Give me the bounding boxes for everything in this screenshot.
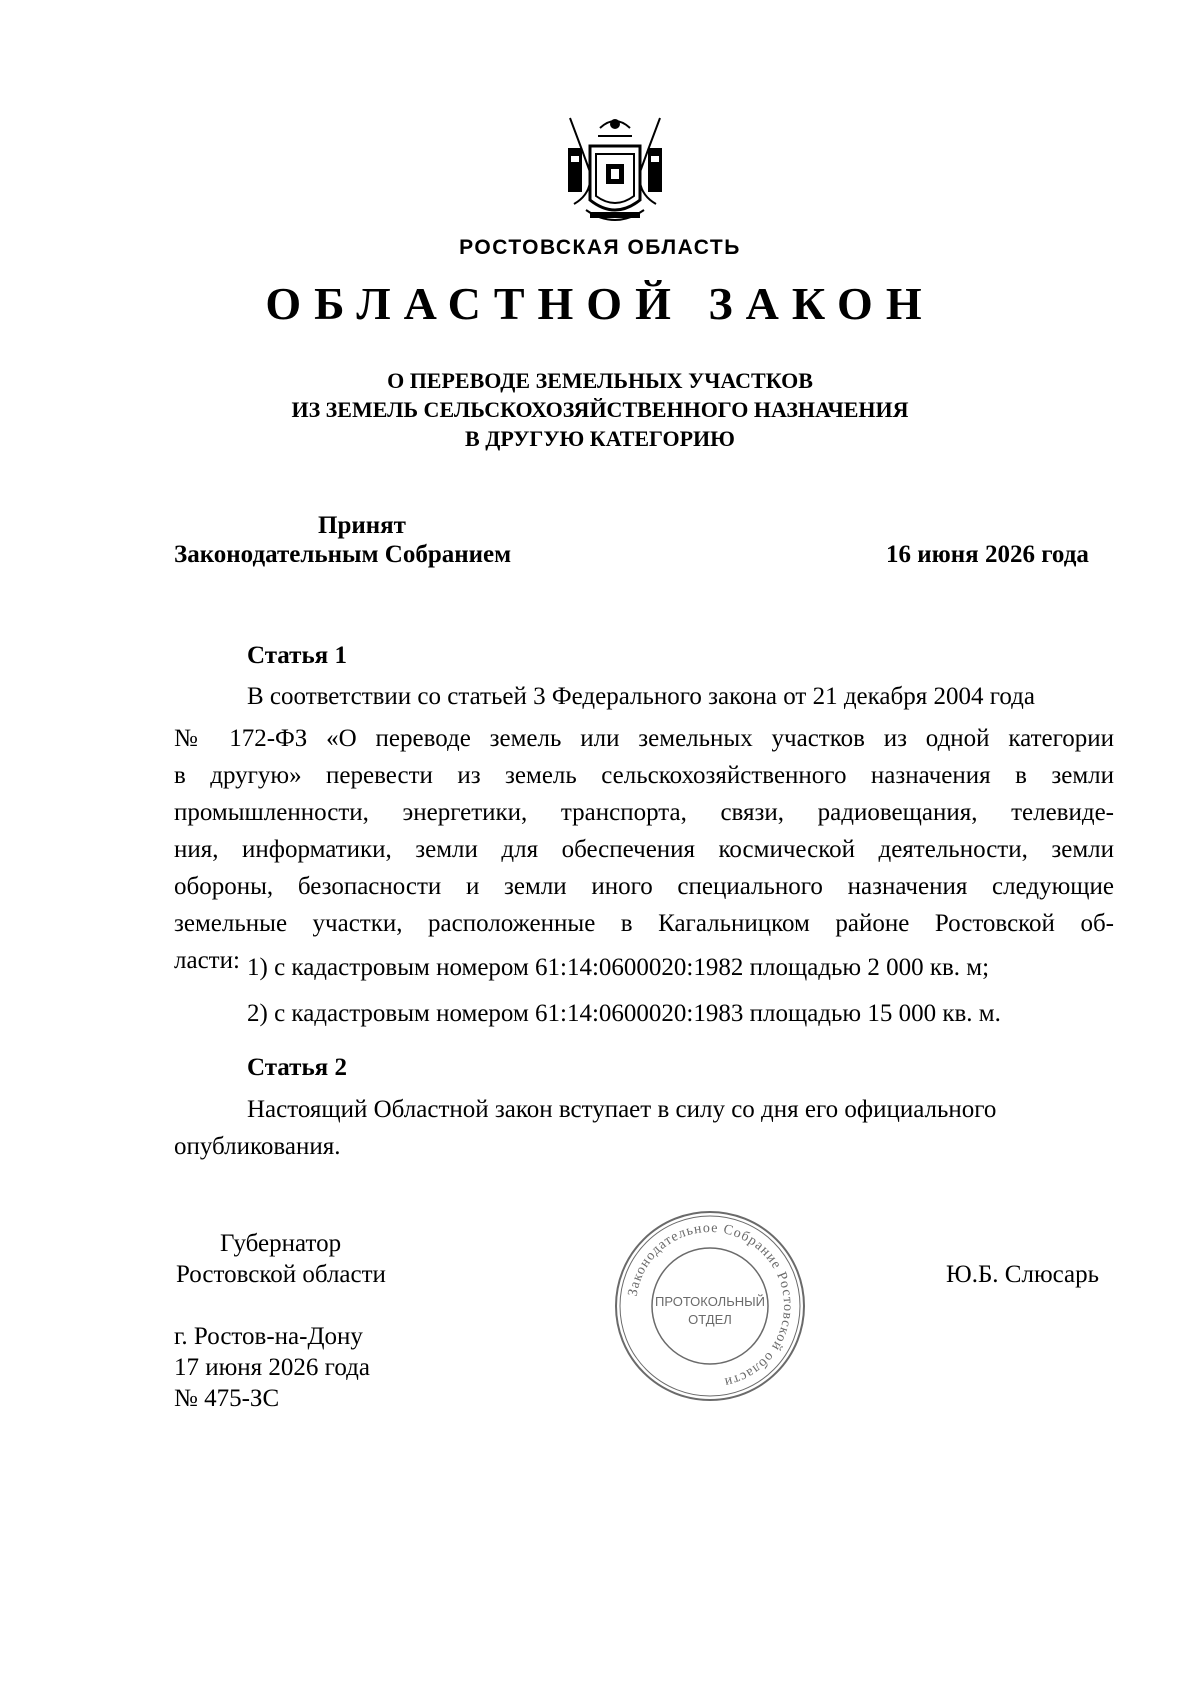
article-2-line-2: опубликования. — [174, 1133, 341, 1160]
stamp-ring-text: Законодательное Собрание Ростовской области — [625, 1220, 796, 1390]
article-1-line-2: № 172-ФЗ «О переводе земель или земельных участков из одной категории — [174, 725, 1114, 752]
signatory-position-line-2: Ростовской области — [176, 1261, 386, 1288]
stamp-center-line-1: ПРОТОКОЛЬНЫЙ — [654, 1294, 766, 1309]
list-item: 1) с кадастровым номером 61:14:0600020:1982 площадью 2 000 кв. м; — [247, 954, 990, 981]
signatory-position-line-1: Губернатор — [220, 1230, 342, 1257]
adoption-date: 16 июня 2026 года — [886, 541, 1089, 568]
signatory-name: Ю.Б. Слюсарь — [946, 1261, 1100, 1288]
article-1-line-3: в другую» перевести из земель сельскохозяйственного назначения в земли — [174, 762, 1114, 789]
list-item: 2) с кадастровым номером 61:14:0600020:1983 площадью 15 000 кв. м. — [247, 1000, 1001, 1027]
article-2-line-1: Настоящий Областной закон вступает в силу со дня его официального — [247, 1096, 997, 1123]
adoption-body: Законодательным Собранием — [174, 541, 512, 568]
stamp-center-line-2: ОТДЕЛ — [688, 1312, 732, 1327]
article-1-heading: Статья 1 — [247, 642, 347, 669]
official-stamp — [612, 1208, 808, 1404]
law-title-line-3: В ДРУГУЮ КАТЕГОРИЮ — [465, 426, 735, 451]
article-1-line-8: ласти: — [174, 947, 240, 974]
issue-date: 17 июня 2026 года — [174, 1354, 370, 1381]
coat-of-arms-emblem — [560, 112, 670, 230]
law-title-line-1: О ПЕРЕВОДЕ ЗЕМЕЛЬНЫХ УЧАСТКОВ — [387, 368, 813, 393]
issue-city: г. Ростов-на-Дону — [174, 1323, 363, 1350]
law-number: № 475-ЗС — [174, 1385, 280, 1412]
adoption-label: Принят — [318, 512, 406, 539]
article-1-line-7: земельные участки, расположенные в Кагальницком районе Ростовской об- — [174, 910, 1114, 937]
article-1-body — [174, 720, 1114, 979]
law-title-line-2: ИЗ ЗЕМЕЛЬ СЕЛЬСКОХОЗЯЙСТВЕННОГО НАЗНАЧЕНИЯ — [291, 397, 909, 422]
document-type-heading: ОБЛАСТНОЙ ЗАКОН — [265, 278, 935, 329]
region-name: РОСТОВСКАЯ ОБЛАСТЬ — [459, 236, 741, 259]
article-1-line-6: обороны, безопасности и земли иного специального назначения следующие — [174, 873, 1114, 900]
article-2-heading: Статья 2 — [247, 1054, 347, 1081]
article-1-line-4: промышленности, энергетики, транспорта, связи, радиовещания, телевиде- — [174, 799, 1114, 826]
article-1-line-5: ния, информатики, земли для обеспечения космической деятельности, земли — [174, 836, 1114, 863]
article-1-line-1: В соответствии со статьей 3 Федерального закона от 21 декабря 2004 года — [247, 683, 1035, 710]
